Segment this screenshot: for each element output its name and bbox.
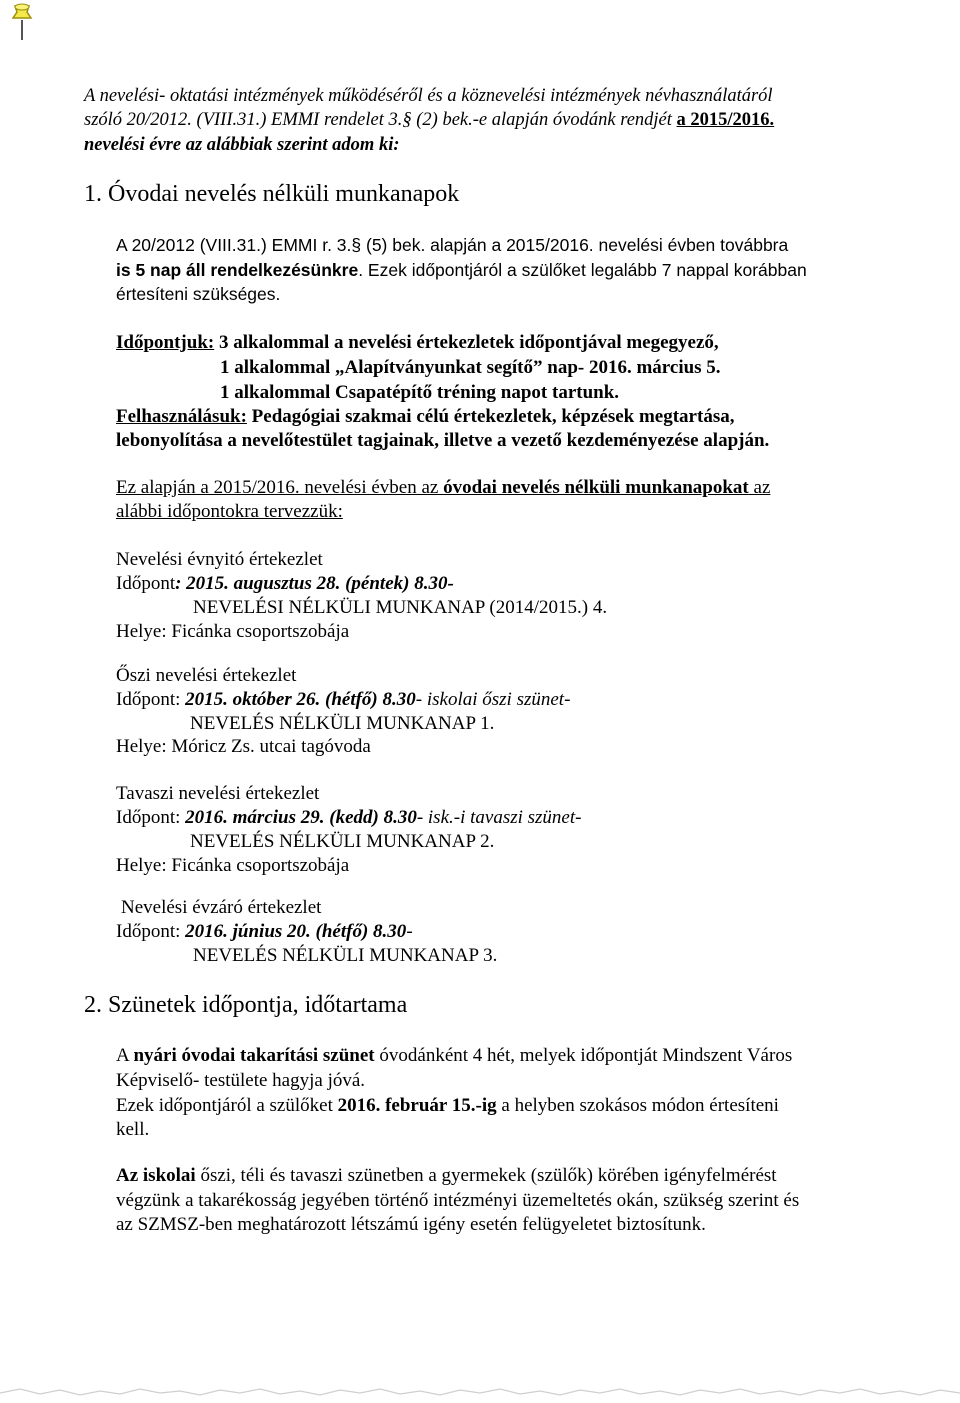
s2-p1-line-2: Képviselő- testülete hagyja jóvá. <box>116 1070 366 1091</box>
event-3-time: Időpont: 2016. március 29. (kedd) 8.30- isk.-i tavaszi szünet- <box>116 807 582 828</box>
s2-p3-line-1: Az iskolai őszi, téli és tavaszi szünetben a gyermekek (szülők) körében igényfelmérést <box>116 1165 777 1186</box>
event-1-time: Időpont: 2015. augusztus 28. (péntek) 8.30- <box>116 573 454 594</box>
felhasznalasuk-line-1: Felhasználásuk: Pedagógiai szakmai célú értekezletek, képzések megtartása, <box>116 406 735 427</box>
intro-line-2: szóló 20/2012. (VIII.31.) EMMI rendelet 3.§ (2) bek.-e alapján óvodánk rendjét a 2015/2016. <box>84 110 775 130</box>
s1-p1-line-2: is 5 nap áll rendelkezésünkre. Ezek időpontjáról a szülőket legalább 7 nappal korábban <box>116 260 807 280</box>
event-4-time: Időpont: 2016. június 20. (hétfő) 8.30- <box>116 921 413 942</box>
event-2-munkanap: NEVELÉS NÉLKÜLI MUNKANAP 1. <box>190 713 495 734</box>
section-mark: § <box>402 110 412 130</box>
event-1-place: Helye: Ficánka csoportszobája <box>116 621 350 642</box>
alapjan-line-1: Ez alapján a 2015/2016. nevelési évben az óvodai nevelés nélküli munkanapokat az <box>116 477 771 498</box>
alapjan-line-2: alábbi időpontokra tervezzük: <box>116 501 343 522</box>
event-2-time: Időpont: 2015. október 26. (hétfő) 8.30- iskolai őszi szünet- <box>116 689 571 710</box>
event-3-munkanap: NEVELÉS NÉLKÜLI MUNKANAP 2. <box>190 831 495 852</box>
felhasznalasuk-line-2: lebonyolítása a nevelőtestület tagjainak, illetve a vezető kezdeményezése alapján. <box>116 430 770 451</box>
s2-p2-line-1: Ezek időpontjáról a szülőket 2016. február 15.-ig a helyben szokásos módon értesíteni <box>116 1095 779 1116</box>
idopontjuk-line-3: 1 alkalommal Csapatépítő tréning napot tartunk. <box>220 382 620 403</box>
s2-p2-line-2: kell. <box>116 1119 150 1140</box>
s1-p1-line-3: értesíteni szükséges. <box>116 284 281 304</box>
event-3-place: Helye: Ficánka csoportszobája <box>116 855 350 876</box>
s2-p3-line-2: végzünk a takarékosság jegyében történő intézményi üzemeltetés okán, szükség szerint és <box>116 1190 800 1211</box>
idopontjuk-line-1: Időpontjuk: 3 alkalommal a nevelési értekezletek időpontjával megegyező, <box>116 332 719 353</box>
event-2-title: Őszi nevelési értekezlet <box>116 665 297 686</box>
event-4-munkanap: NEVELÉS NÉLKÜLI MUNKANAP 3. <box>193 945 498 966</box>
event-2-place: Helye: Móricz Zs. utcai tagóvoda <box>116 736 371 757</box>
s2-p1-line-1: A nyári óvodai takarítási szünet óvodánként 4 hét, melyek időpontját Mindszent Város <box>116 1045 793 1066</box>
intro-line-3: nevelési évre az alábbiak szerint adom ki: <box>84 135 400 155</box>
event-1-title: Nevelési évnyitó értekezlet <box>116 549 323 570</box>
event-3-title: Tavaszi nevelési értekezlet <box>116 783 320 804</box>
event-1-munkanap: NEVELÉSI NÉLKÜLI MUNKANAP (2014/2015.) 4. <box>193 597 608 618</box>
s1-p1-line-1: A 20/2012 (VIII.31.) EMMI r. 3.§ (5) bek. alapján a 2015/2016. nevelési évben továbbra <box>116 235 789 255</box>
section-2-heading: 2. Szünetek időpontja, időtartama <box>84 992 408 1018</box>
idopontjuk-line-2: 1 alkalommal „Alapítványunkat segítő” nap- 2016. március 5. <box>220 357 721 378</box>
s2-p3-line-3: az SZMSZ-ben meghatározott létszámú igény esetén felügyeletet biztosítunk. <box>116 1214 706 1235</box>
section-1-heading: 1. Óvodai nevelés nélküli munkanapok <box>84 181 460 207</box>
torn-page-edge <box>0 1379 960 1403</box>
event-4-title: Nevelési évzáró értekezlet <box>121 897 322 918</box>
pushpin-icon <box>6 2 38 42</box>
intro-line-1: A nevelési- oktatási intézmények működéséről és a köznevelési intézmények névhasználatáról <box>84 86 773 106</box>
